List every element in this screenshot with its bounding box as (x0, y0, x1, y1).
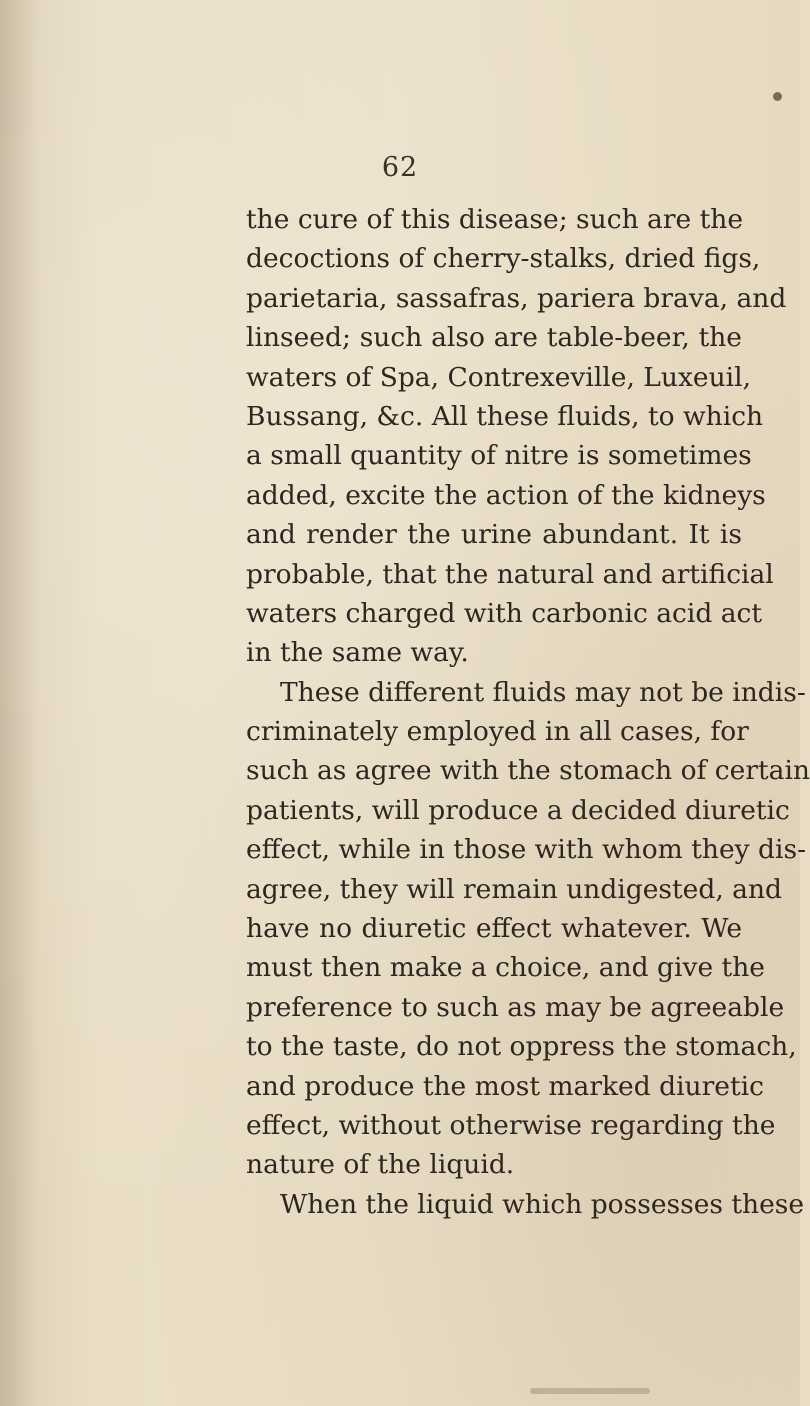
text-line: effect, without otherwise regarding the (246, 1109, 776, 1141)
text-line: preference to such as may be agreeable (246, 991, 785, 1023)
text-line: criminately employed in all cases, for (246, 716, 749, 748)
text-line: such as agree with the stomach of certain (246, 755, 810, 787)
text-line: parietaria, sassafras, pariera brava, and (246, 282, 787, 314)
text-line: Bussang, &c. All these fluids, to which (246, 400, 764, 432)
text-line: waters of Spa, Contrexeville, Luxeuil, (246, 361, 752, 393)
page-spine-shadow (0, 0, 40, 1406)
text-line: linseed; such also are table-beer, the (246, 322, 742, 354)
text-line: a small quantity of nitre is sometimes (246, 440, 752, 472)
text-line: effect, while in those with whom they dis- (246, 834, 807, 866)
text-line: decoctions of cherry-stalks, dried figs, (246, 243, 761, 275)
page-smudge (530, 1388, 650, 1394)
text-line: in the same way. (246, 637, 469, 669)
text-line: patients, will produce a decided diuretic (246, 794, 790, 826)
paragraph-start-line: These different fluids may not be indis- (280, 676, 806, 708)
text-line: the cure of this disease; such are the (246, 204, 744, 235)
text-line: to the taste, do not oppress the stomach, (246, 1031, 797, 1063)
text-line: waters charged with carbonic acid act (246, 597, 763, 629)
ink-stain (773, 92, 782, 101)
text-line: probable, that the natural and artificial (246, 558, 774, 590)
text-line: and produce the most marked diuretic (246, 1070, 764, 1102)
paragraph-start-line: When the liquid which possesses these (280, 1188, 805, 1220)
text-line: added, excite the action of the kidneys (246, 479, 766, 511)
text-line: must then make a choice, and give the (246, 952, 765, 984)
body-text (246, 200, 810, 1224)
text-line: and render the urine abundant. It is (246, 519, 742, 551)
page-number: 62 (381, 152, 419, 183)
text-line: agree, they will remain undigested, and (246, 873, 783, 905)
text-line: have no diuretic effect whatever. We (246, 913, 742, 945)
text-line: nature of the liquid. (246, 1149, 515, 1181)
